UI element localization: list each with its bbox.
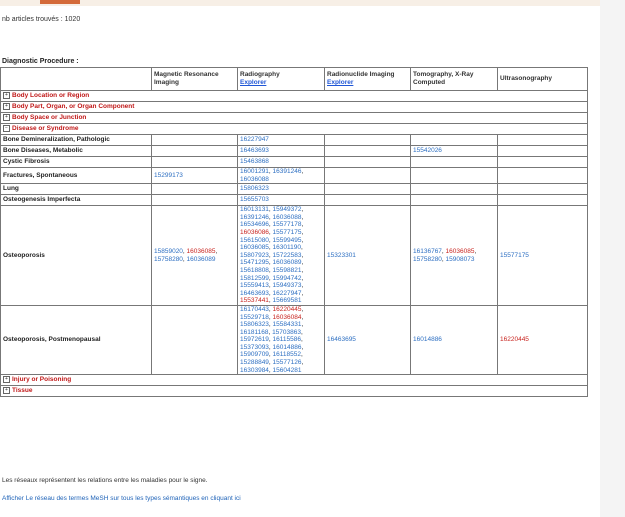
top-banner <box>0 0 625 6</box>
pmid-cell <box>498 168 588 184</box>
expand-icon[interactable]: + <box>3 387 10 394</box>
pmid-cell <box>325 206 411 306</box>
table-row <box>1 305 588 374</box>
pmid-link[interactable]: 16391246 <box>240 213 269 221</box>
pmid-link[interactable]: 15908073 <box>445 255 475 263</box>
category-label[interactable]: Disease or Syndrome <box>12 125 79 133</box>
category-cell <box>1 113 588 124</box>
pmid-link[interactable]: 16136767 <box>413 247 442 255</box>
table-row <box>1 206 588 306</box>
pmid-link[interactable]: 16036089 <box>272 259 302 267</box>
pmid-link[interactable]: 15299173 <box>154 171 183 179</box>
pmid-link[interactable]: 16303984 <box>240 366 269 374</box>
category-row <box>1 386 588 397</box>
pmid-link[interactable]: 16463693 <box>240 289 269 297</box>
pmid-link[interactable]: 15323301 <box>327 251 356 259</box>
category-row <box>1 102 588 113</box>
pmid-cell <box>152 184 238 195</box>
pmid-cell <box>152 195 238 206</box>
pmid-cell <box>498 157 588 168</box>
pmid-link[interactable]: 16036088 <box>272 213 302 221</box>
pmid-link[interactable]: 15537441 <box>240 297 269 305</box>
pmid-cell <box>498 195 588 206</box>
pmid-cell <box>411 168 498 184</box>
footer-note: Les réseaux représentent les relations entre les maladies pour le signe. <box>2 477 208 484</box>
col-header-radionuclide: Radionuclide Imaging Explorer <box>325 68 411 91</box>
pmid-link[interactable]: 15703863 <box>272 328 301 336</box>
disease-name: Cystic Fibrosis <box>1 157 152 168</box>
pmid-link[interactable]: 15584331 <box>272 321 302 329</box>
category-label[interactable]: Body Space or Junction <box>12 114 87 122</box>
disease-name: Osteoporosis, Postmenopausal <box>1 305 152 374</box>
pmid-cell <box>498 184 588 195</box>
disease-name: Bone Diseases, Metabolic <box>1 146 152 157</box>
explorer-link-radionuclide[interactable]: Explorer <box>327 79 354 86</box>
pmid-link[interactable]: 15604281 <box>272 366 302 374</box>
pmid-cell <box>498 305 588 374</box>
pmid-link[interactable]: 16013131 <box>240 206 269 214</box>
explorer-link-radiography[interactable]: Explorer <box>240 79 267 86</box>
header-row <box>1 68 588 91</box>
pmid-link[interactable]: 15994742 <box>272 274 302 282</box>
pmid-link[interactable]: 16463693 <box>240 147 269 155</box>
table-row <box>1 168 588 184</box>
pmid-cell <box>325 157 411 168</box>
pmid-link[interactable]: 15669581 <box>272 297 302 305</box>
pmid-link[interactable]: 15463868 <box>240 158 269 166</box>
pmid-link[interactable]: 16181168 <box>240 328 269 336</box>
pmid-cell <box>411 157 498 168</box>
col-header-radiography: Radiography Explorer <box>238 68 325 91</box>
pmid-link[interactable]: 16036089 <box>186 255 216 263</box>
pmid-cell <box>152 157 238 168</box>
disease-name: Bone Demineralization, Pathologic <box>1 135 152 146</box>
category-row <box>1 124 588 135</box>
pmid-link[interactable]: 16014886 <box>413 336 442 344</box>
category-label[interactable]: Body Location or Region <box>12 92 90 100</box>
pmid-link[interactable]: 16227947 <box>272 289 302 297</box>
pmid-cell <box>238 195 325 206</box>
category-label[interactable]: Injury or Poisoning <box>12 376 72 384</box>
pmid-link[interactable]: 15909709 <box>240 351 269 359</box>
pmid-link[interactable]: 15529718 <box>240 313 269 321</box>
collapse-icon[interactable]: − <box>3 125 10 132</box>
pmid-cell <box>238 135 325 146</box>
pmid-cell <box>498 146 588 157</box>
category-label[interactable]: Body Part, Organ, or Organ Component <box>12 103 135 111</box>
pmid-link[interactable]: 15859020 <box>154 247 183 255</box>
category-cell <box>1 375 588 386</box>
pmid-link[interactable]: 15807923 <box>240 251 269 259</box>
table-row <box>1 135 588 146</box>
pmid-link[interactable]: 16014886 <box>272 343 302 351</box>
pmid-link[interactable]: 15373093 <box>240 343 269 351</box>
pmid-link[interactable]: 16220445 <box>500 336 529 344</box>
pmid-cell: 15859020, 16036085, 15758280, 16036089 <box>152 206 238 306</box>
disease-name: Lung <box>1 184 152 195</box>
pmid-cell <box>325 146 411 157</box>
banner-accent <box>40 0 80 4</box>
pmid-link[interactable]: 15972619 <box>240 336 269 344</box>
right-margin <box>600 0 625 517</box>
category-cell <box>1 91 588 102</box>
pmid-cell <box>411 195 498 206</box>
pmid-link[interactable]: 16036085 <box>445 247 475 255</box>
pmid-link[interactable]: 15542026 <box>413 147 442 155</box>
category-row <box>1 375 588 386</box>
pmid-link[interactable]: 15577175 <box>272 228 302 236</box>
table-row <box>1 195 588 206</box>
pmid-link[interactable]: 16001291 <box>240 168 269 175</box>
disease-name: Osteogenesis Imperfecta <box>1 195 152 206</box>
pmid-cell <box>325 135 411 146</box>
pmid-cell <box>238 146 325 157</box>
pmid-link[interactable]: 16036086 <box>240 228 269 236</box>
network-link[interactable]: Afficher Le réseau des termes MeSH sur tous les types sémantiques en cliquant ici <box>2 495 241 502</box>
pmid-link[interactable]: 16036088 <box>240 175 269 183</box>
pmid-cell <box>152 146 238 157</box>
category-cell <box>1 124 588 135</box>
pmid-cell: 16013131, 15949372, 16391246, 16036088, 16534696, 15577178, 16036086, 15577175, 15615080, 15599495, 16036085, 16301190, 15807923, 15722583, 15471295, 16036089, 15618808, 15598821, 15812599, 15994742, 15559413, 15949373, 16463693, 16227947, 15537441, 15669581 <box>238 206 325 306</box>
pmid-link[interactable]: 16227947 <box>240 136 269 144</box>
category-row <box>1 113 588 124</box>
pmid-cell <box>238 184 325 195</box>
pmid-cell <box>498 135 588 146</box>
pmid-link[interactable]: 16115586 <box>272 336 301 344</box>
pmid-link[interactable]: 16036085 <box>186 247 216 255</box>
pmid-link[interactable]: 16220445 <box>272 305 302 313</box>
col-header-mri: Magnetic Resonance Imaging <box>152 68 238 91</box>
result-count: nb articles trouvés : 1020 <box>2 16 81 23</box>
pmid-cell <box>152 305 238 374</box>
table-row <box>1 146 588 157</box>
pmid-cell <box>152 135 238 146</box>
pmid-link[interactable]: 16036084 <box>272 313 302 321</box>
pmid-link[interactable]: 15598821 <box>272 266 302 274</box>
pmid-link[interactable]: 15812599 <box>240 274 269 282</box>
pmid-cell: 16136767, 16036085, 15758280, 15908073 <box>411 206 498 306</box>
category-cell <box>1 386 588 397</box>
category-label[interactable]: Tissue <box>12 387 33 395</box>
expand-icon[interactable]: + <box>3 114 10 121</box>
pmid-cell <box>325 195 411 206</box>
pmid-link[interactable]: 15806323 <box>240 321 269 329</box>
category-cell <box>1 102 588 113</box>
pmid-link[interactable]: 15758280 <box>413 255 442 263</box>
col-header-tomography: Tomography, X-Ray Computed <box>411 68 498 91</box>
pmid-link[interactable]: 15559413 <box>240 282 269 290</box>
pmid-cell <box>152 168 238 184</box>
col-header-ultrasonography: Ultrasonography <box>498 68 588 91</box>
pmid-cell: 16170443, 16220445, 15529718, 16036084, 15806323, 15584331, 16181168, 15703863, 15972619, 16115586, 15373093, 16014886, 15909709, 16118552, 15288849, 15577126, 16303984, 15604281 <box>238 305 325 374</box>
expand-icon[interactable]: + <box>3 376 10 383</box>
pmid-cell <box>411 305 498 374</box>
pmid-link[interactable]: 16534696 <box>240 221 269 229</box>
pmid-link[interactable]: 15577126 <box>272 359 302 367</box>
pmid-link[interactable]: 16170443 <box>240 305 269 313</box>
pmid-link[interactable]: 15655703 <box>240 196 269 204</box>
pmid-link[interactable]: 15722583 <box>272 251 302 259</box>
pmid-cell <box>411 146 498 157</box>
diagnostic-table <box>0 67 588 397</box>
disease-name: Osteoporosis <box>1 206 152 306</box>
pmid-link[interactable]: 15288849 <box>240 359 269 367</box>
pmid-cell <box>411 184 498 195</box>
pmid-cell: 16001291, 16391246, 16036088 <box>238 168 325 184</box>
pmid-link[interactable]: 15758280 <box>154 255 183 263</box>
pmid-link[interactable]: 15949373 <box>272 282 302 290</box>
expand-icon[interactable]: + <box>3 103 10 110</box>
pmid-link[interactable]: 15471295 <box>240 259 269 267</box>
pmid-link[interactable]: 16118552 <box>272 351 301 359</box>
table-row <box>1 184 588 195</box>
section-title: Diagnostic Procedure : <box>2 58 79 65</box>
disease-name: Fractures, Spontaneous <box>1 168 152 184</box>
pmid-link[interactable]: 16391246 <box>272 168 302 175</box>
pmid-cell <box>325 184 411 195</box>
pmid-link[interactable]: 15949372 <box>272 206 302 214</box>
pmid-link[interactable]: 16036085 <box>240 244 269 252</box>
category-row <box>1 91 588 102</box>
header-empty <box>1 68 152 91</box>
pmid-cell <box>325 305 411 374</box>
pmid-cell <box>325 168 411 184</box>
pmid-link[interactable]: 15577178 <box>272 221 302 229</box>
pmid-link[interactable]: 15615080 <box>240 236 269 244</box>
pmid-link[interactable]: 15599495 <box>272 236 302 244</box>
pmid-cell <box>498 206 588 306</box>
expand-icon[interactable]: + <box>3 92 10 99</box>
table-row <box>1 157 588 168</box>
pmid-link[interactable]: 15577175 <box>500 251 529 259</box>
pmid-link[interactable]: 16301190 <box>272 244 301 252</box>
pmid-link[interactable]: 15806323 <box>240 185 269 193</box>
pmid-cell <box>411 135 498 146</box>
pmid-cell <box>238 157 325 168</box>
pmid-link[interactable]: 16463695 <box>327 336 356 344</box>
pmid-link[interactable]: 15618808 <box>240 266 269 274</box>
